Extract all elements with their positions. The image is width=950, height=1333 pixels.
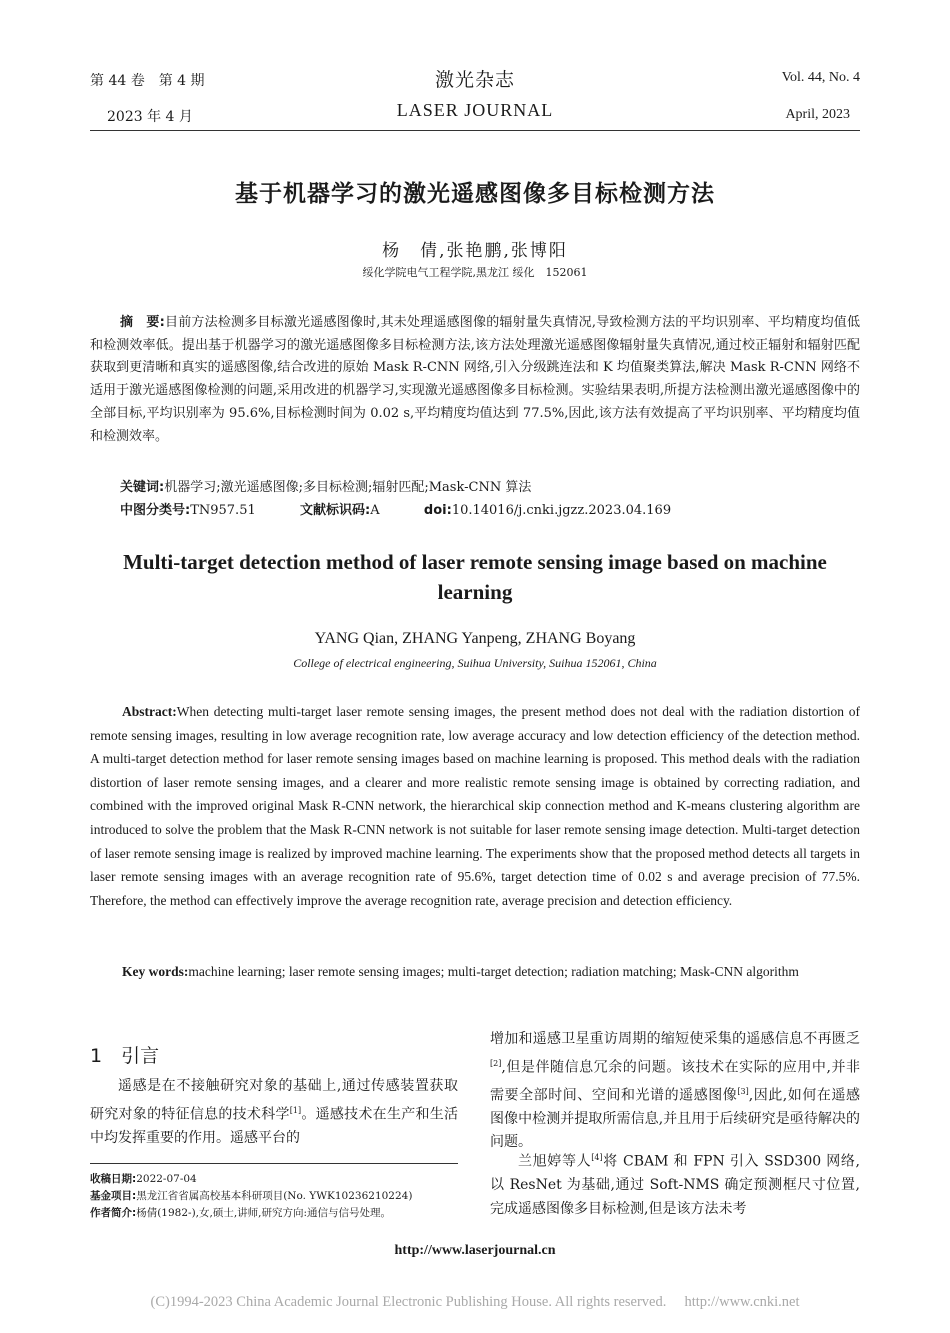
abstract-en-label: Abstract: [122, 704, 177, 719]
paper-title-en: Multi-target detection method of laser remote sensing image based on machine learning [123, 550, 827, 604]
ref-2[interactable]: [2] [490, 1058, 502, 1068]
section-1-right-paragraph-2: 兰旭婷等人[4]将 CBAM 和 FPN 引入 SSD300 网络,以 ResNet 为基础,通过 Soft-NMS 确定预测框尺寸位置,完成遥感图像多目标检测,但是该方法未考 [490, 1153, 860, 1217]
volume-issue-en: Vol. 44, No. 4 [781, 70, 860, 85]
authors-en: YANG Qian, ZHANG Yanpeng, ZHANG Boyang [314, 630, 636, 647]
paper-title-cn: 基于机器学习的激光遥感图像多目标检测方法 [235, 181, 715, 207]
affiliation-en: College of electrical engineering, Suihua University, Suihua 152061, China [293, 656, 657, 670]
ref-4[interactable]: [4] [591, 1153, 603, 1162]
copyright-watermark: (C)1994-2023 China Academic Journal Electronic Publishing House. All rights reserved. http://www.cnki.net [150, 1294, 800, 1310]
abstract-en-text: When detecting multi-target laser remote sensing images, the present method does not deal with the radiation distortion of remote sensing images, resulting in low average recognition rate, low average accuracy and low detection efficiency of the detection method. A multi-target detection method for laser remote sensing images based on machine learning is proposed. This method deals with the radiation distortion of laser remote sensing images, and a clearer and more realistic remote sensing image is obtained by correcting radiation, and combined with the improved original Mask R-CNN network, the hierarchical skip connection method and K-means clustering algorithm are introduced to solve the problem that the Mask R-CNN network is not suitable for laser remote sensing image detection. Multi-target detection of laser remote sensing image is realized by improved machine learning. The experiments show that the proposed method detects all targets in laser remote sensing images with an average recognition rate of 95.6%, target detection time of 0.02 s and average precision of 77.5%. Therefore, the method can effectively improve the average recognition rate, average precision and detection efficiency. [90, 704, 860, 908]
footnotes [90, 1171, 462, 1222]
ref-3[interactable]: [3] [737, 1086, 749, 1096]
keywords-en-label: Key words: [122, 964, 189, 979]
section-1-heading: 1 引言 [90, 1045, 160, 1067]
keywords-cn-label: 关键词: [120, 480, 165, 495]
section-1-right-paragraph-1: 增加和遥感卫星重访周期的缩短使采集的遥感信息不再匮乏[2],但是伴随信息冗余的问题。该技术在实际的应用中,并非需要全部时间、空间和光谱的遥感图像[3],因此,如何在遥感图像中检测并提取所需信息,并且用于后续研究是亟待解决的问题。 [490, 1031, 861, 1151]
keywords-en-text: machine learning; laser remote sensing images; multi-target detection; radiation matching; Mask-CNN algorithm [188, 964, 799, 979]
keywords-en [90, 960, 860, 984]
footnote-rule [90, 1163, 458, 1164]
journal-name-en: LASER JOURNAL [396, 100, 554, 120]
date-en: April, 2023 [785, 107, 850, 122]
keywords-cn-text: 机器学习;激光遥感图像;多目标检测;辐射匹配;Mask-CNN 算法 [164, 480, 532, 495]
clc-label: 中图分类号: [120, 503, 191, 518]
section-1-left-paragraph [90, 1075, 458, 1150]
footnote-received: 收稿日期:2022-07-04 [90, 1173, 197, 1185]
abstract-cn-label: 摘 要: [120, 315, 165, 330]
footnote-author: 作者简介:杨倩(1982-),女,硕士,讲师,研究方向:通信与信号处理。 [90, 1207, 392, 1219]
doi-value: 10.14016/j.cnki.jgzz.2023.04.169 [451, 503, 672, 518]
affiliation-cn: 绥化学院电气工程学院,黑龙江 绥化 152061 [362, 266, 588, 279]
journal-name-cn: 激光杂志 [434, 69, 515, 91]
header-rule [90, 130, 860, 131]
left-para-text-a: 遥感是在不接触研究对象的基础上,通过传感装置获取研究对象的特征信息的技术科学 [90, 1078, 458, 1123]
volume-issue-cn: 第 44 卷 第 4 期 [90, 73, 205, 89]
abstract-cn-text: 目前方法检测多目标激光遥感图像时,其未处理遥感图像的辐射量失真情况,导致检测方法的平均识别率、平均精度均值低和检测效率低。提出基于机器学习的激光遥感图像多目标检测方法,该方法处理激光遥感图像辐射量失真情况,通过校正辐射和辐射匹配获取到更清晰和真实的遥感图像,结合改进的原始 Mask R-CNN 网络,引入分级跳连法和 K 均值聚类算法,解决 Mask R-CNN 网络不适用于激光遥感图像检测的问题,采用改进的机器学习,实现激光遥感图像多目标检测。实验结果表明,所提方法检测出激光遥感图像中的全部目标,平均识别率为 95.6%,目标检测时间为 0.02 s,平均精度均值达到 77.5%,因此,该方法有效提高了平均识别率、平均精度均值和检测效率。 [90, 315, 861, 444]
footnote-fund: 基金项目:黑龙江省省属高校基本科研项目(No. YWK10236210224) [90, 1190, 413, 1202]
abstract-en [90, 700, 860, 912]
classification-line [120, 500, 860, 523]
doi-label: doi: [423, 503, 452, 518]
doc-code-label: 文献标识码: [300, 503, 371, 518]
keywords-cn [120, 477, 860, 500]
left-para-text-b: 。遥感技术在生产和生活中均发挥重要的作用。遥感平台的 [90, 1106, 459, 1146]
journal-url-link[interactable]: http://www.laserjournal.cn [394, 1243, 556, 1258]
doc-code-value: A [370, 503, 380, 518]
abstract-cn [90, 312, 860, 448]
clc-value: TN957.51 [190, 503, 256, 518]
date-cn: 2023 年 4 月 [107, 109, 193, 125]
ref-1[interactable]: [1] [289, 1105, 302, 1115]
authors-cn: 杨 倩,张艳鹏,张博阳 [382, 241, 568, 261]
